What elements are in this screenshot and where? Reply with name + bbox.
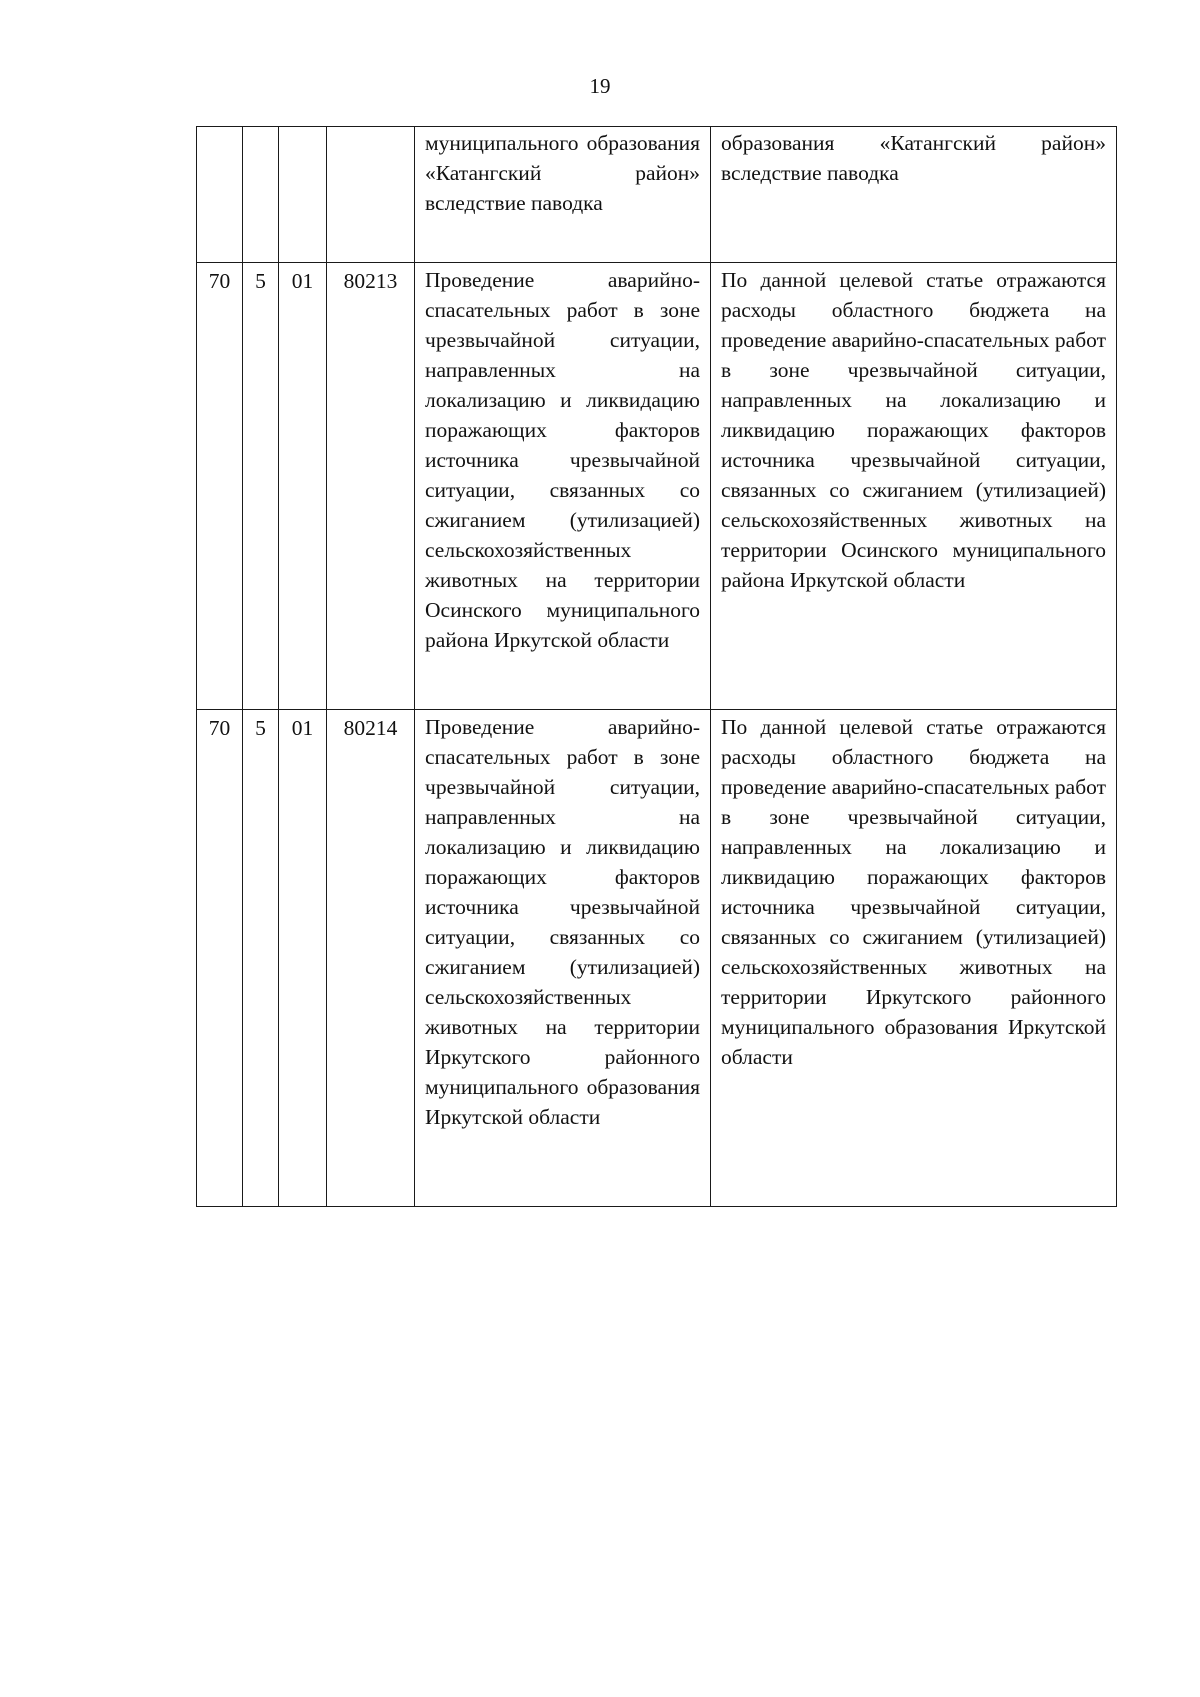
target-item-description: образования «Катангский район» вследствие паводка: [721, 131, 1106, 185]
subprogram-code-cell: 5: [243, 710, 279, 1207]
direction-code-cell: 80213: [327, 263, 415, 710]
target-item-name-cell: [415, 127, 711, 263]
table-row: [197, 710, 1117, 1207]
program-code-cell: 70: [197, 710, 243, 1207]
target-item-description-cell: [711, 710, 1117, 1207]
table-row: [197, 127, 1117, 263]
subprogram-code-cell: [243, 127, 279, 263]
target-item-name: Проведение аварийно-спасательных работ в зоне чрезвычайной ситуации, направленных на локализацию и ликвидацию поражающих факторов источника чрезвычайной ситуации, связанных со сжиганием (утилизацией) сельскохозяйственных животных на территории Осинского муниципального района Иркутской области: [425, 268, 700, 652]
target-item-name-cell: [415, 263, 711, 710]
table-row: [197, 263, 1117, 710]
program-code-cell: [197, 127, 243, 263]
target-item-name: муниципального образования «Катангский район» вследствие паводка: [425, 131, 700, 215]
main-activity-code-cell: [279, 127, 327, 263]
page-number: 19: [589, 74, 611, 98]
target-item-description-cell: [711, 127, 1117, 263]
subprogram-code-cell: 5: [243, 263, 279, 710]
direction-code-cell: 80214: [327, 710, 415, 1207]
direction-code-cell: [327, 127, 415, 263]
main-activity-code-cell: 01: [279, 710, 327, 1207]
target-item-description: По данной целевой статье отражаются расходы областного бюджета на проведение аварийно-спасательных работ в зоне чрезвычайной ситуации, направленных на локализацию и ликвидацию поражающих факторов источника чрезвычайной ситуации, связанных со сжиганием (утилизацией) сельскохозяйственных животных на территории Осинского муниципального района Иркутской области: [721, 268, 1106, 592]
main-activity-code-cell: 01: [279, 263, 327, 710]
target-item-description-cell: [711, 263, 1117, 710]
budget-classification-table: [196, 126, 1117, 1207]
target-item-name: Проведение аварийно-спасательных работ в зоне чрезвычайной ситуации, направленных на локализацию и ликвидацию поражающих факторов источника чрезвычайной ситуации, связанных со сжиганием (утилизацией) сельскохозяйственных животных на территории Иркутского районного муниципального образования Иркутской области: [425, 715, 700, 1129]
target-item-name-cell: [415, 710, 711, 1207]
target-item-description: По данной целевой статье отражаются расходы областного бюджета на проведение аварийно-спасательных работ в зоне чрезвычайной ситуации, направленных на локализацию и ликвидацию поражающих факторов источника чрезвычайной ситуации, связанных со сжиганием (утилизацией) сельскохозяйственных животных на территории Иркутского районного муниципального образования Иркутской области: [721, 715, 1106, 1069]
program-code-cell: 70: [197, 263, 243, 710]
